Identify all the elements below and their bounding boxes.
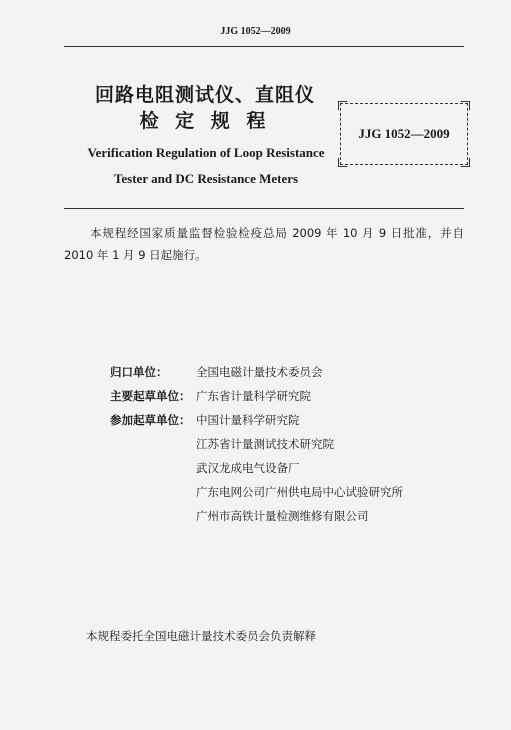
- organizations-list: [110, 360, 403, 528]
- standard-code: JJG 1052—2009: [358, 126, 450, 141]
- org-row-drafting: [110, 384, 403, 408]
- participating-value: 江苏省计量测试技术研究院: [196, 437, 334, 451]
- org-row-responsible: [110, 360, 403, 384]
- responsible-value: 全国电磁计量技术委员会: [196, 365, 323, 379]
- org-row-participating: [110, 456, 403, 480]
- org-row-participating: [110, 432, 403, 456]
- header-standard-code: JJG 1052—2009: [220, 26, 291, 37]
- org-row-participating: [110, 504, 403, 528]
- interpretation-note: 本规程委托全国电磁计量技术委员会负责解释: [86, 629, 316, 643]
- participating-label: 参加起草单位：: [110, 413, 191, 427]
- header-divider: [64, 46, 464, 47]
- org-row-participating: [110, 480, 403, 504]
- org-row-participating: [110, 408, 403, 432]
- participating-value: 广东电网公司广州供电局中心试验研究所: [196, 485, 403, 499]
- participating-value: 武汉龙成电气设备厂: [196, 461, 300, 475]
- drafting-label: 主要起草单位：: [110, 389, 191, 403]
- title-english-line1: Verification Regulation of Loop Resistance: [87, 145, 325, 160]
- title-chinese-line2: 检 定 规 程: [139, 110, 271, 132]
- title-chinese-line1: 回路电阻测试仪、直阻仪: [94, 84, 315, 106]
- title-english-line2: Tester and DC Resistance Meters: [113, 171, 299, 186]
- responsible-label: 归口单位：: [110, 365, 168, 379]
- drafting-value: 广东省计量科学研究院: [196, 389, 311, 403]
- participating-value: 中国计量科学研究院: [196, 413, 300, 427]
- standard-code-box: [340, 103, 468, 165]
- participating-value: 广州市高铁计量检测维修有限公司: [196, 509, 369, 523]
- section-divider: [64, 208, 464, 209]
- approval-statement: 本规程经国家质量监督检验检疫总局 2009 年 10 月 9 日批准，并自 2010 年 1 月 9 日起施行。: [64, 226, 464, 262]
